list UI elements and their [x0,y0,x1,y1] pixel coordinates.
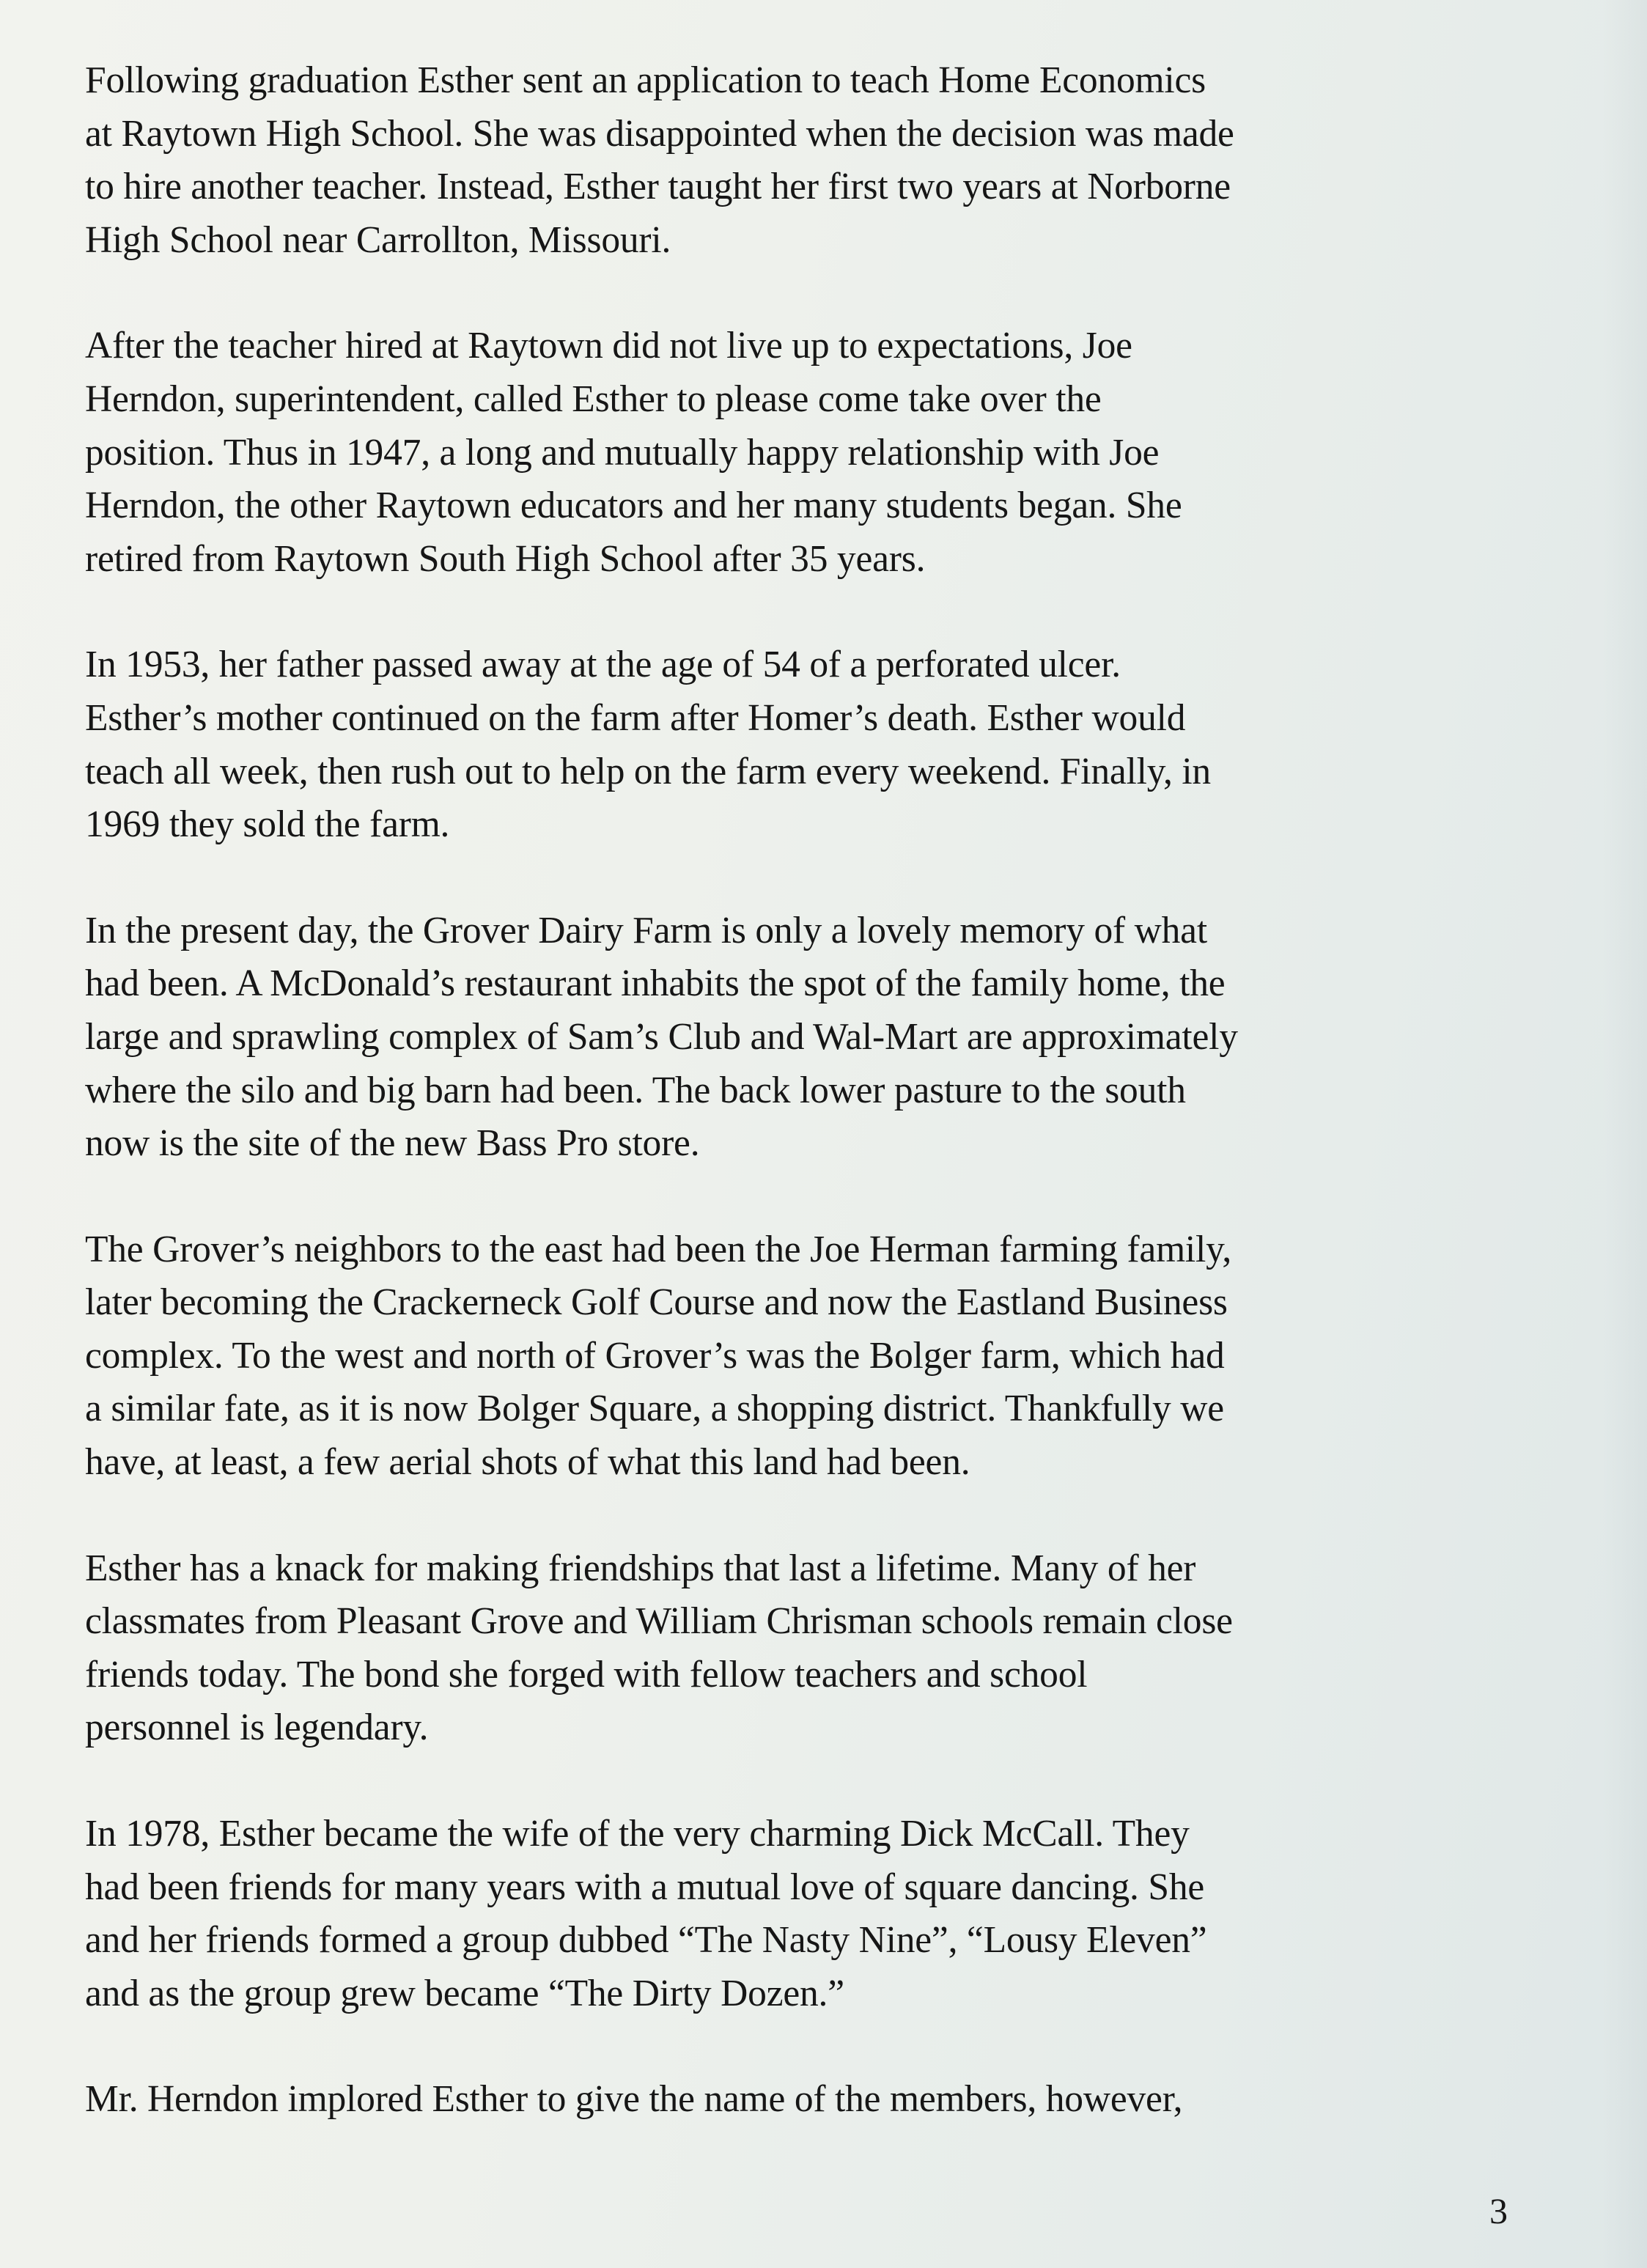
text-line: later becoming the Crackerneck Golf Course and now the Eastland Business [85,1281,1228,1324]
body-text [85,54,1566,2179]
text-line: at Raytown High School. She was disappointed when the decision was made [85,112,1234,155]
text-line: After the teacher hired at Raytown did not live up to expectations, Joe [85,325,1132,367]
paragraph-herndon [85,2073,1566,2127]
text-line: retired from Raytown South High School after 35 years. [85,537,926,580]
text-line: teach all week, then rush out to help on the farm every weekend. Finally, in [85,750,1211,792]
text-line: have, at least, a few aerial shots of what this land had been. [85,1441,970,1484]
text-line: friends today. The bond she forged with fellow teachers and school [85,1653,1088,1696]
text-line: where the silo and big barn had been. The back lower pasture to the south [85,1069,1186,1111]
text-line: Herndon, the other Raytown educators and her many students began. She [85,485,1182,527]
page-shadow-edge [1603,0,1647,2268]
text-line: Following graduation Esther sent an application to teach Home Economics [85,59,1206,101]
text-line: had been. A McDonald’s restaurant inhabits the spot of the family home, the [85,962,1226,1005]
paragraph-neighbors [85,1223,1566,1490]
paragraph-graduation [85,54,1566,267]
text-line: 1969 they sold the farm. [85,803,450,846]
text-line: now is the site of the new Bass Pro store. [85,1122,700,1165]
text-line: classmates from Pleasant Grove and William Chrisman schools remain close [85,1600,1233,1643]
text-line: to hire another teacher. Instead, Esther taught her first two years at Norborne [85,166,1231,208]
paragraph-father [85,638,1566,851]
text-line: In 1953, her father passed away at the age of 54 of a perforated ulcer. [85,644,1121,686]
text-line: In the present day, the Grover Dairy Farm is only a lovely memory of what [85,909,1207,951]
text-line: a similar fate, as it is now Bolger Square, a shopping district. Thankfully we [85,1388,1224,1430]
page-number: 3 [1489,2190,1508,2231]
text-line: Herndon, superintendent, called Esther to please come take over the [85,378,1102,420]
text-line: High School near Carrollton, Missouri. [85,218,671,261]
text-line: and her friends formed a group dubbed “The Nasty Nine”, “Lousy Eleven” [85,1919,1207,1962]
text-line: and as the group grew became “The Dirty Dozen.” [85,1972,844,2014]
paragraph-friendships [85,1542,1566,1755]
text-line: The Grover’s neighbors to the east had been the Joe Herman farming family, [85,1228,1232,1270]
text-line: position. Thus in 1947, a long and mutually happy relationship with Joe [85,431,1160,474]
text-line: complex. To the west and north of Grover’s was the Bolger farm, which had [85,1334,1225,1377]
text-line: had been friends for many years with a mutual love of square dancing. She [85,1866,1205,1908]
paragraph-raytown [85,320,1566,586]
paragraph-present-day [85,905,1566,1171]
paragraph-marriage [85,1808,1566,2020]
text-line: personnel is legendary. [85,1706,429,1749]
text-line: Esther’s mother continued on the farm after Homer’s death. Esther would [85,696,1186,739]
text-line: large and sprawling complex of Sam’s Club and Wal-Mart are approximately [85,1015,1238,1058]
text-line: In 1978, Esther became the wife of the very charming Dick McCall. They [85,1813,1190,1855]
text-line: Mr. Herndon implored Esther to give the name of the members, however, [85,2078,1183,2121]
text-line: Esther has a knack for making friendships that last a lifetime. Many of her [85,1547,1196,1589]
